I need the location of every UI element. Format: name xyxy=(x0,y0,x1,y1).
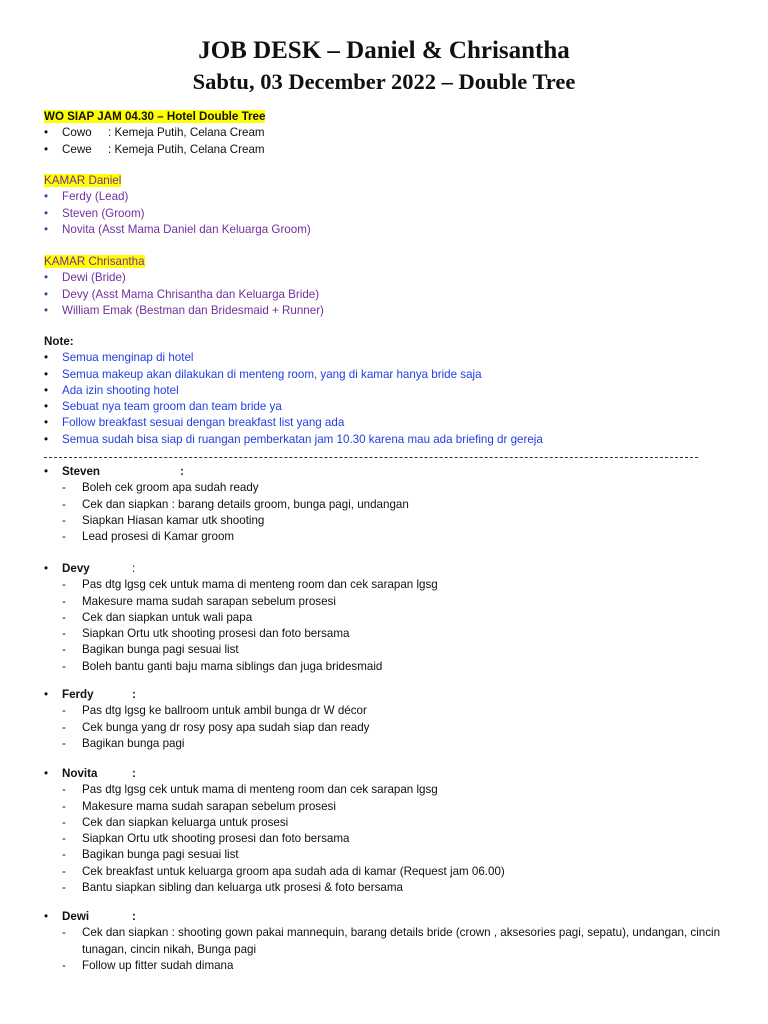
list-item: • Dewi (Bride) xyxy=(44,271,126,285)
list-item: - Bantu siapkan sibling dan keluarga utk prosesi & foto bersama xyxy=(62,881,403,895)
note-heading: Note: xyxy=(44,335,74,348)
task-steven: • Steven : - Boleh cek groom apa sudah ready - Cek dan siapkan : barang details groom, bunga pagi, undangan - Siapkan Hiasan kamar utk shooting - Lead prosesi di Kamar groom xyxy=(44,464,724,545)
task-dewi: • Dewi : - Cek dan siapkan : shooting gown pakai mannequin, barang details bride (crown , aksesories pagi, sepatu), undangan, cincin tunagan, cincin nikah, Bunga pagi - Follow up fitter sudah dimana xyxy=(44,909,724,974)
note-section xyxy=(44,334,724,448)
list-item: - Boleh bantu ganti baju mama siblings dan juga bridesmaid xyxy=(62,659,383,673)
person-name: Dewi xyxy=(62,910,90,923)
list-item: - Siapkan Ortu utk shooting prosesi dan foto bersama xyxy=(62,627,350,641)
person-name: Devy xyxy=(62,562,90,575)
person-name: Ferdy xyxy=(62,688,94,701)
list-item: • Ada izin shooting hotel xyxy=(44,383,179,397)
list-item: • Follow breakfast sesuai dengan breakfast list yang ada xyxy=(44,416,345,430)
list-item: • Semua sudah bisa siap di ruangan pemberkatan jam 10.30 karena mau ada briefing dr gereja xyxy=(44,432,543,446)
list-item: - Boleh cek groom apa sudah ready xyxy=(62,481,259,495)
kamar-daniel-section xyxy=(44,173,724,238)
person-name: Novita xyxy=(62,767,98,780)
list-item: - Cek dan siapkan keluarga untuk prosesi xyxy=(62,815,289,829)
list-item: • Ferdy (Lead) xyxy=(44,190,129,204)
task-novita: • Novita : - Pas dtg lgsg cek untuk mama di menteng room dan cek sarapan lgsg - Makesure mama sudah sarapan sebelum prosesi - Cek dan siapkan keluarga untuk prosesi - Siapkan Ortu utk shooting prosesi dan foto bersama - Bagikan bunga pagi sesuai list - Cek breakfast untuk keluarga groom apa sudah ada di kamar (Request jam 06.00) - Bantu siapkan sibling dan keluarga utk prosesi & foto bersama xyxy=(44,766,724,896)
list-item: - Cek dan siapkan : barang details groom, bunga pagi, undangan xyxy=(62,497,409,511)
page-title: JOB DESK – Daniel & Chrisantha xyxy=(198,37,570,64)
wo-section xyxy=(44,109,724,158)
list-item: • Steven (Groom) xyxy=(44,206,145,220)
list-item: - Siapkan Hiasan kamar utk shooting xyxy=(62,513,265,527)
list-item: • Sebuat nya team groom dan team bride ya xyxy=(44,400,282,414)
list-item: • Novita (Asst Mama Daniel dan Keluarga Groom) xyxy=(44,222,311,236)
kamar-daniel-heading: KAMAR Daniel xyxy=(44,174,122,187)
list-item: - Lead prosesi di Kamar groom xyxy=(62,530,235,544)
list-item: • Cewe : Kemeja Putih, Celana Cream xyxy=(44,142,265,156)
task-devy: • Devy : - Pas dtg lgsg cek untuk mama di menteng room dan cek sarapan lgsg - Makesure mama sudah sarapan sebelum prosesi - Cek dan siapkan untuk wali papa - Siapkan Ortu utk shooting prosesi dan foto bersama - Bagikan bunga pagi sesuai list - Boleh bantu ganti baju mama siblings dan juga bridesmaid xyxy=(44,561,724,675)
list-item: - Bagikan bunga pagi xyxy=(62,736,185,750)
list-item: - Cek bunga yang dr rosy posy apa sudah siap dan ready xyxy=(62,720,370,734)
list-item: - Bagikan bunga pagi sesuai list xyxy=(62,848,239,862)
list-item: - Makesure mama sudah sarapan sebelum prosesi xyxy=(62,799,336,813)
kamar-chrisantha-heading: KAMAR Chrisantha xyxy=(44,255,145,268)
list-item: - Makesure mama sudah sarapan sebelum prosesi xyxy=(62,594,336,608)
kamar-chrisantha-section xyxy=(44,254,724,319)
person-name: Steven xyxy=(62,465,101,478)
page-subtitle: Sabtu, 03 December 2022 – Double Tree xyxy=(192,69,576,94)
list-item: • Cowo : Kemeja Putih, Celana Cream xyxy=(44,126,265,140)
list-item: - Pas dtg lgsg cek untuk mama di menteng room dan cek sarapan lgsg xyxy=(62,578,438,592)
list-item: - Follow up fitter sudah dimana xyxy=(62,958,234,972)
list-item: - Pas dtg lgsg ke ballroom untuk ambil bunga dr W décor xyxy=(62,704,367,718)
list-item: • Semua makeup akan dilakukan di menteng room, yang di kamar hanya bride saja xyxy=(44,367,482,381)
list-item: - Siapkan Ortu utk shooting prosesi dan foto bersama xyxy=(62,832,350,846)
list-item: - Cek breakfast untuk keluarga groom apa sudah ada di kamar (Request jam 06.00) xyxy=(62,864,505,878)
list-item: - Pas dtg lgsg cek untuk mama di menteng room dan cek sarapan lgsg xyxy=(62,783,438,797)
list-item: • William Emak (Bestman dan Bridesmaid + Runner) xyxy=(44,303,324,317)
list-item: • Devy (Asst Mama Chrisantha dan Keluarga Bride) xyxy=(44,287,320,301)
list-item: - Bagikan bunga pagi sesuai list xyxy=(62,643,239,657)
task-ferdy: • Ferdy : - Pas dtg lgsg ke ballroom untuk ambil bunga dr W décor - Cek bunga yang dr rosy posy apa sudah siap dan ready - Bagikan bunga pagi xyxy=(44,687,724,752)
list-item: - Cek dan siapkan untuk wali papa xyxy=(62,610,253,624)
dashed-divider xyxy=(44,457,698,458)
list-item: • Semua menginap di hotel xyxy=(44,351,194,365)
list-item: - Cek dan siapkan : shooting gown pakai mannequin, barang details bride (crown , aksesories pagi, sepatu), undangan, cincin tunagan, cincin nikah, Bunga pagi xyxy=(62,926,721,956)
wo-heading: WO SIAP JAM 04.30 – Hotel Double Tree xyxy=(44,110,266,123)
